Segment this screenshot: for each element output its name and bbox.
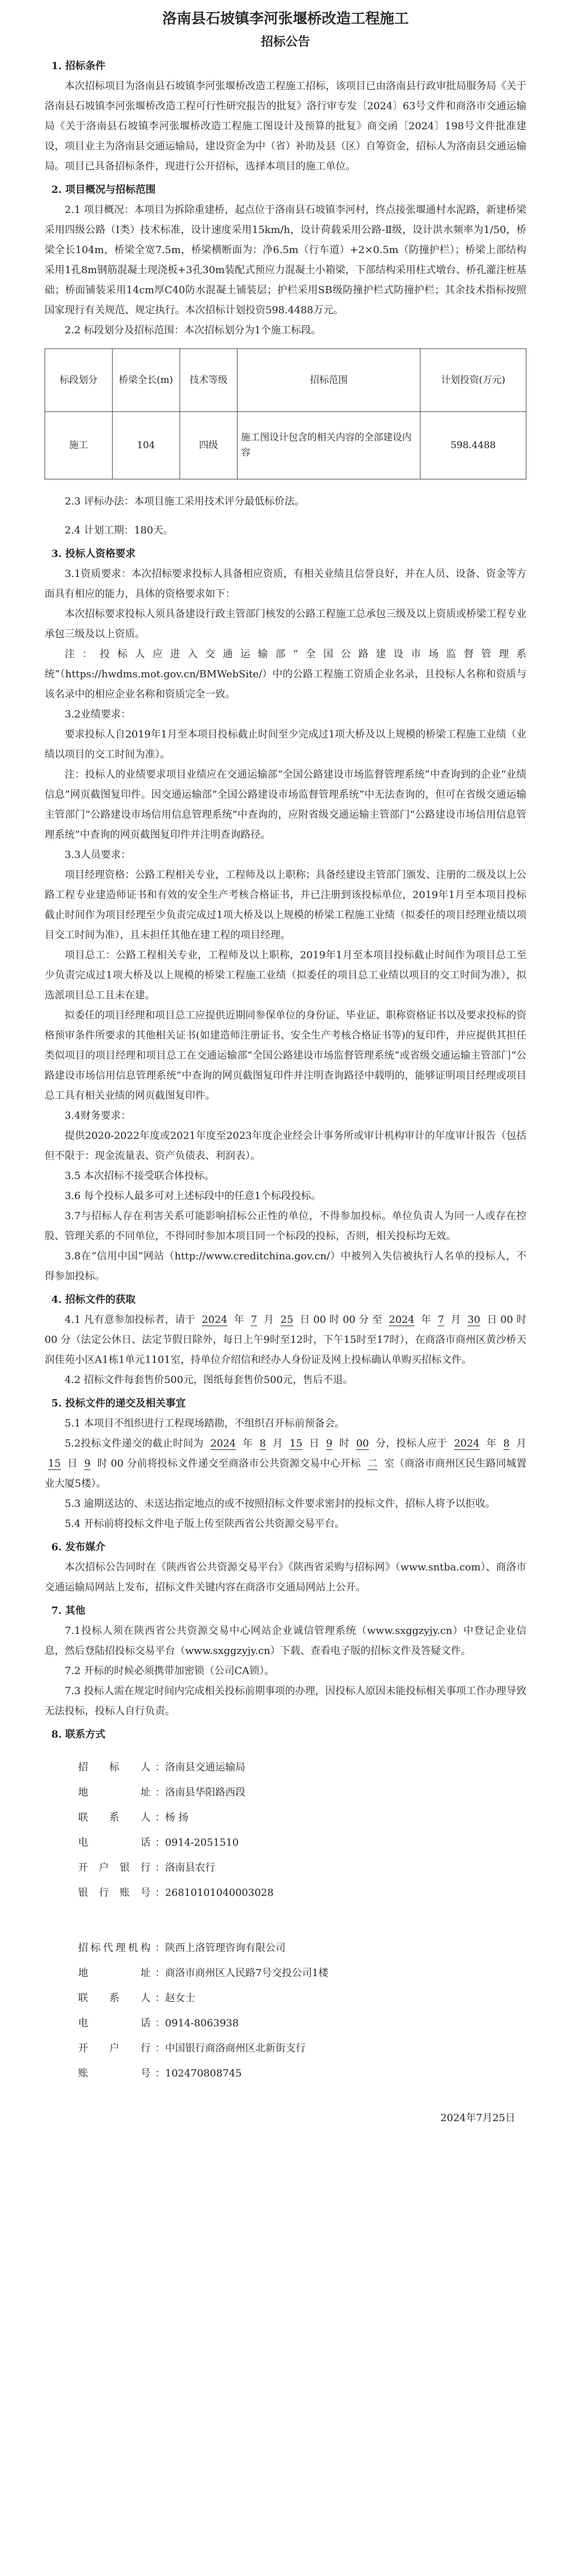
contact-label: 账 号 — [78, 2068, 151, 2080]
contact-value: 102470808745 — [165, 2068, 242, 2080]
section-1-text: 本次招标项目为洛南县石坡镇李河张堰桥改造工程施工招标，该项目已由洛南县行政审批局服务局《关于洛南县石坡镇李河张堰桥改造工程可行性研究报告的批复》洛行审专发〔2024〕63号文件和商洛市交通运输局《关于洛南县石坡镇李河张堰桥改造工程施工图设计及预算的批复》商交函〔2024〕198号文件批准建设，项目业主为洛南县交通运输局，建设资金为中（省）补助及县（区）自筹资金，招标人为洛南县交通运输局。项目已具备招标条件，现进行公开招标，选择本项目的施工单位。 — [45, 80, 526, 173]
deadline-year: 2024 — [210, 1438, 236, 1450]
deadline-text-c: 时 00 分前将投标文件递交至商洛市公共资源交易中心开标 — [97, 1458, 361, 1470]
lot-cell: 施工 — [45, 412, 113, 479]
contact-line: 招 标 人 ：洛南县交通运输局 — [78, 1755, 526, 1780]
deadline-minute: 00 — [356, 1438, 369, 1450]
owner-contact — [45, 1755, 526, 1905]
investment-cell: 598.4488 — [420, 412, 526, 479]
submit-year: 2024 — [454, 1438, 480, 1450]
contact-line: 开户行 ：中国银行商洛商州区北新街支行 — [78, 2036, 526, 2061]
deadline-month: 8 — [259, 1438, 266, 1450]
submit-hour: 9 — [84, 1458, 91, 1470]
end-year: 2024 — [389, 1314, 415, 1326]
consortium-rule: 3.5 本次招标不接受联合体投标。 — [65, 1170, 215, 1182]
electronic-upload: 5.4 开标前将投标文件电子版上传至陕西省公共资源交易平台。 — [65, 1518, 345, 1530]
registration-note: 7.1投标人须在陕西省公共资源交易中心网站企业诚信管理系统（www.sxggzyjy.cn）中登记企业信息，然后登陆招投标交易平台（www.sxggzyjy.cn）下载、查看电子版的招标文件及答疑文件。 — [45, 1625, 526, 1657]
contact-value: 商洛市商州区人民路7号交投公司1楼 — [165, 1967, 328, 1980]
section-6-heading: 6. 发布媒介 — [51, 1541, 106, 1554]
evaluation-method: 2.3 评标办法：本项目施工采用技术评分最低标价法。 — [65, 496, 305, 508]
purchase-text-c: 00 时 00 分（法定公休日、法定节假日除外，每日上午9时至12时，下午15时至17时），在商洛市商州区黄沙桥天润佳苑小区A1栋1单元1101室，持单位介绍信和经办人身份证及网上投标确认单购买招标文件。 — [45, 1314, 527, 1366]
contact-line: 电 话 ：0914-8063938 — [78, 2011, 526, 2036]
chief-engineer-req: 项目总工：公路工程相关专业，工程师及以上职称，2019年1月至本项目投标截止时间作为项目总工至少负责完成过1项大桥及以上规模的桥梁工程施工业绩（拟委任的项目总工业绩以项目的交工时间为准），拟选派项目总工且未在建。 — [45, 949, 526, 1002]
media-text: 本次招标公告同时在《陕西省公共资源交易平台》《陕西省采购与招标网》（www.sntba.com）、商洛市交通运输局网站上发布，招标文件关键内容在商洛市交通局网站上公开。 — [45, 1561, 526, 1594]
contact-line: 银行账号 ：26810101040003028 — [78, 1880, 526, 1905]
contact-line: 地 址 ：洛南县华阳路西段 — [78, 1780, 526, 1805]
contact-line: 地 址 ：商洛市商州区人民路7号交投公司1楼 — [78, 1961, 526, 1986]
contact-value: 赵女士 — [165, 1992, 195, 2005]
manager-req: 项目经理资格：公路工程相关专业，工程师及以上职称；具备经建设主管部门颁发、注册的二级及以上公路工程专业建造师证书和有效的安全生产考核合格证书，并已注册到该投标单位，2019年1月至本项目投标截止时间作为项目经理至少负责完成过1项大桥及以上规模的桥梁工程施工业绩（拟委任的项目经理业绩以项目交工时间为准），且未担任其他在建工程的项目经理。 — [45, 869, 526, 942]
deadline-text-d: 室（商洛市商州区民生路同城置业大厦5楼）。 — [45, 1458, 526, 1490]
section-7-heading: 7. 其他 — [51, 1605, 86, 1617]
end-day: 30 — [467, 1314, 481, 1326]
contact-label: 开户行 — [78, 2043, 151, 2055]
contact-line: 联 系 人 ：杨 扬 — [78, 1805, 526, 1830]
contact-value: 杨 扬 — [165, 1812, 188, 1824]
lot-table — [45, 348, 526, 479]
table-row — [45, 412, 526, 479]
site-visit-note: 5.1 本项目不组织进行工程现场踏勘，不组织召开标前预备会。 — [65, 1418, 345, 1430]
contact-line: 开户银行 ：洛南县农行 — [78, 1855, 526, 1880]
performance-heading: 3.2业绩要求： — [65, 709, 131, 721]
document-price: 4.2 招标文件每套售价500元，图纸每套售价500元，售后不退。 — [65, 1374, 354, 1386]
preparation-note: 7.3 投标人需在规定时间内完成相关投标前期事项的办理，因投标人原因未能投标相关事项工作办理导致无法投标，投标人自行负责。 — [45, 1685, 526, 1718]
announcement-date: 2024年7月25日 — [440, 2112, 515, 2124]
lot-col-header: 标段划分 — [45, 349, 113, 412]
contact-value: 0914-2051510 — [165, 1837, 239, 1849]
document-title: 洛南县石坡镇李河张堰桥改造工程施工 — [162, 11, 409, 27]
finance-req: 提供2020-2022年度或2021年度至2023年度企业经会计事务所或审计机构审计的年度审计报告（包括但不限于：现金流量表、资产负债表、利润表）。 — [45, 1130, 526, 1162]
scope-col-header: 招标范围 — [238, 349, 420, 412]
deadline-text-a: 5.2投标文件递交的截止时间为 — [65, 1438, 204, 1450]
contact-line: 联 系 人 ：赵女士 — [78, 1986, 526, 2011]
document-subtitle: 招标公告 — [260, 34, 310, 49]
contact-label: 招标代理机构 — [78, 1942, 151, 1954]
deadline-day: 15 — [289, 1438, 303, 1450]
contact-value: 0914-8063938 — [165, 2017, 239, 2030]
contact-label: 招 标 人 — [78, 1762, 151, 1774]
qualification-note: 注：投标人应进入交通运输部“全国公路建设市场监督管理系统”（https://hwdms.mot.gov.cn/BMWebSite/）中的公路工程施工资质企业名录，且投标人名称和资质与该名录中的相应企业名称和资质完全一致。 — [45, 648, 526, 701]
late-submission-rule: 5.3 逾期送达的、未送达指定地点的或不按照招标文件要求密封的投标文件，招标人将予以拒收。 — [65, 1498, 496, 1510]
performance-req: 要求投标人自2019年1月至本项目投标截止时间至少完成过1项大桥及以上规模的桥梁工程施工业绩（业绩以项目的交工时间为准）。 — [45, 729, 526, 761]
length-col-header: 桥梁全长(m) — [112, 349, 180, 412]
performance-note: 注：投标人的业绩要求项目业绩应在交通运输部“全国公路建设市场监督管理系统”中查询到的企业“业绩信息”网页截图复印件。因交通运输部“全国公路建设市场监督管理系统”中无法查询的，但可在省级交通运输主管部门“公路建设市场信用信息管理系统”中查询的，应附省级交通运输主管部门“公路建设市场信用信息管理系统”中查询的网页截图复印件并注明查询路径。 — [45, 769, 526, 841]
agent-contact — [45, 1935, 526, 2086]
scope-cell: 施工图设计包含的相关内容的全部建设内容 — [238, 412, 420, 479]
length-cell: 104 — [112, 412, 180, 479]
contact-label: 开户银行 — [78, 1862, 151, 1874]
project-overview: 2.1 项目概况：本项目为拆除重建桥，起点位于洛南县石坡镇李河村，终点接张堰通村水泥路，新建桥梁采用四级公路（Ⅰ类）技术标准，设计速度采用15km/h，设计荷载采用公路-Ⅱ级，设计洪水频率为1/50，桥梁全长104m，桥梁全宽7.5m，桥梁横断面为：净6.5m（行车道）+2×0.5m（防撞护栏）；桥梁上部结构采用1孔8m钢筋混凝土现浇板+3孔30m装配式预应力混凝土小箱梁，下部结构采用柱式墩台、桥孔灌注桩基础；桥面铺装采用14cm厚C40防水混凝土铺装层；护栏采用SB级防撞护栏式防撞护栏；其余技术指标按照国家现行有关规范、规定执行。本次招标计划投资598.4488万元。 — [45, 204, 526, 317]
investment-col-header: 计划投资(万元) — [420, 349, 526, 412]
qualification-req: 本次招标要求投标人须具备建设行政主管部门核发的公路工程施工总承包三级及以上资质或桥梁工程专业承包三级及以上资质。 — [45, 608, 526, 641]
contact-label: 地 址 — [78, 1967, 151, 1980]
contact-line: 招标代理机构 ：陕西上洛管理咨询有限公司 — [78, 1935, 526, 1961]
contact-label: 联 系 人 — [78, 1812, 151, 1824]
submit-month: 8 — [503, 1438, 510, 1450]
section-4-heading: 4. 招标文件的获取 — [51, 1294, 136, 1306]
submission-deadline: 5.2投标文件递交的截止时间为 2024 年 8 月 15 日 9 时 00 分，投标人应于 2024 年 8 月 15 日 9 时 00 分前将投标文件递交至商洛市公共资源交易中心开标 二 室（商洛市商州区民生路同城置业大厦5楼）。 — [45, 1438, 527, 1490]
deadline-hour: 9 — [326, 1438, 333, 1450]
contact-value: 26810101040003028 — [165, 1887, 274, 1899]
planned-duration: 2.4 计划工期：180天。 — [65, 525, 173, 537]
contact-label: 电 话 — [78, 1837, 151, 1849]
contact-line: 电 话 ：0914-2051510 — [78, 1830, 526, 1855]
start-month: 7 — [250, 1314, 258, 1326]
personnel-heading: 3.3人员要求： — [65, 849, 131, 861]
lot-division: 2.2 标段划分及招标范围：本次招标划分为1个施工标段。 — [65, 324, 321, 337]
spacer — [45, 1905, 526, 1925]
section-1-heading: 1. 招标条件 — [51, 60, 106, 72]
lot-table-header — [45, 349, 526, 412]
section-2-heading: 2. 项目概况与招标范围 — [51, 184, 156, 196]
purchase-text-a: 4.1 凡有意参加投标者，请于 — [65, 1314, 196, 1326]
contact-value: 洛南县交通运输局 — [165, 1762, 245, 1774]
conflict-rule: 3.7与招标人存在利害关系可能影响招标公正性的单位，不得参加投标。单位负责人为同一人或存在控股、管理关系的不同单位，不得同时参加本项目同一个标段的投标，否则，相关投标均无效。 — [45, 1210, 526, 1243]
document-purchase: 4.1 凡有意参加投标者，请于 2024 年 7 月 25 日 00 时 00 分 至 2024 年 7 月 30 日 00 时 00 分（法定公休日、法定节假日除外，每日上午9时至12时，下午15时至17时），在商洛市商州区黄沙桥天润佳苑小区A1栋1单元1101室，持单位介绍信和经办人身份证及网上投标确认单购买招标文件。 — [45, 1314, 527, 1366]
section-3-heading: 3. 投标人资格要求 — [51, 548, 136, 560]
purchase-text-b: 00 时 00 分 至 — [313, 1314, 383, 1326]
deadline-text-b: 分，投标人应于 — [375, 1438, 448, 1450]
contact-value: 中国银行商洛商州区北新街支行 — [165, 2043, 306, 2055]
grade-col-header: 技术等级 — [180, 349, 238, 412]
grade-cell: 四级 — [180, 412, 238, 479]
contact-value: 洛南县农行 — [165, 1862, 215, 1874]
lot-limit-rule: 3.6 每个投标人最多可对上述标段中的任意1个标段投标。 — [65, 1190, 321, 1202]
credit-rule: 3.8在“信用中国”网站（http://www.creditchina.gov.cn/）中被列入失信被执行人名单的投标人，不得参加投标。 — [45, 1250, 526, 1283]
contact-label: 银行账号 — [78, 1887, 151, 1899]
start-year: 2024 — [201, 1314, 228, 1326]
personnel-docs: 拟委任的项目经理和项目总工应提供近期同参保单位的身份证、毕业证、职称资格证书以及要求投标的资格预审条件所要求的其他相关证书(如建造师注册证书、安全生产考核合格证书等)的复印件，并应提供其担任类似项目的项目经理和项目总工在交通运输部“全国公路建设市场监督管理系统”或省级交通运输主管部门“公路建设市场信用信息管理系统”中查询的网页截图复印件并注明查询路径中载明的，能够证明项目经理或项目总工具有相关业绩的网页截图复印件。 — [45, 1010, 526, 1102]
qualification-intro: 3.1资质要求：本次招标要求投标人具备相应资质，有相关业绩且信誉良好，并在人员、设备、资金等方面具有相应的能力，具体的资格要求如下： — [45, 568, 526, 600]
start-day: 25 — [280, 1314, 293, 1326]
contact-label: 地 址 — [78, 1787, 151, 1799]
end-month: 7 — [438, 1314, 444, 1326]
finance-heading: 3.4财务要求： — [65, 1110, 131, 1122]
contact-value: 洛南县华阳路西段 — [165, 1787, 245, 1799]
ca-lock-note: 7.2 开标的时候必须携带加密锁（公司CA锁）。 — [65, 1665, 275, 1677]
contact-line: 账 号 ：102470808745 — [78, 2061, 526, 2086]
section-8-heading: 8. 联系方式 — [51, 1729, 106, 1741]
contact-label: 联 系 人 — [78, 1992, 151, 2005]
contact-label: 电 话 — [78, 2017, 151, 2030]
contact-value: 陕西上洛管理咨询有限公司 — [165, 1942, 286, 1954]
submit-day: 15 — [48, 1458, 61, 1470]
section-5-heading: 5. 投标文件的递交及相关事宜 — [51, 1398, 186, 1410]
opening-room: 二 — [367, 1458, 378, 1470]
